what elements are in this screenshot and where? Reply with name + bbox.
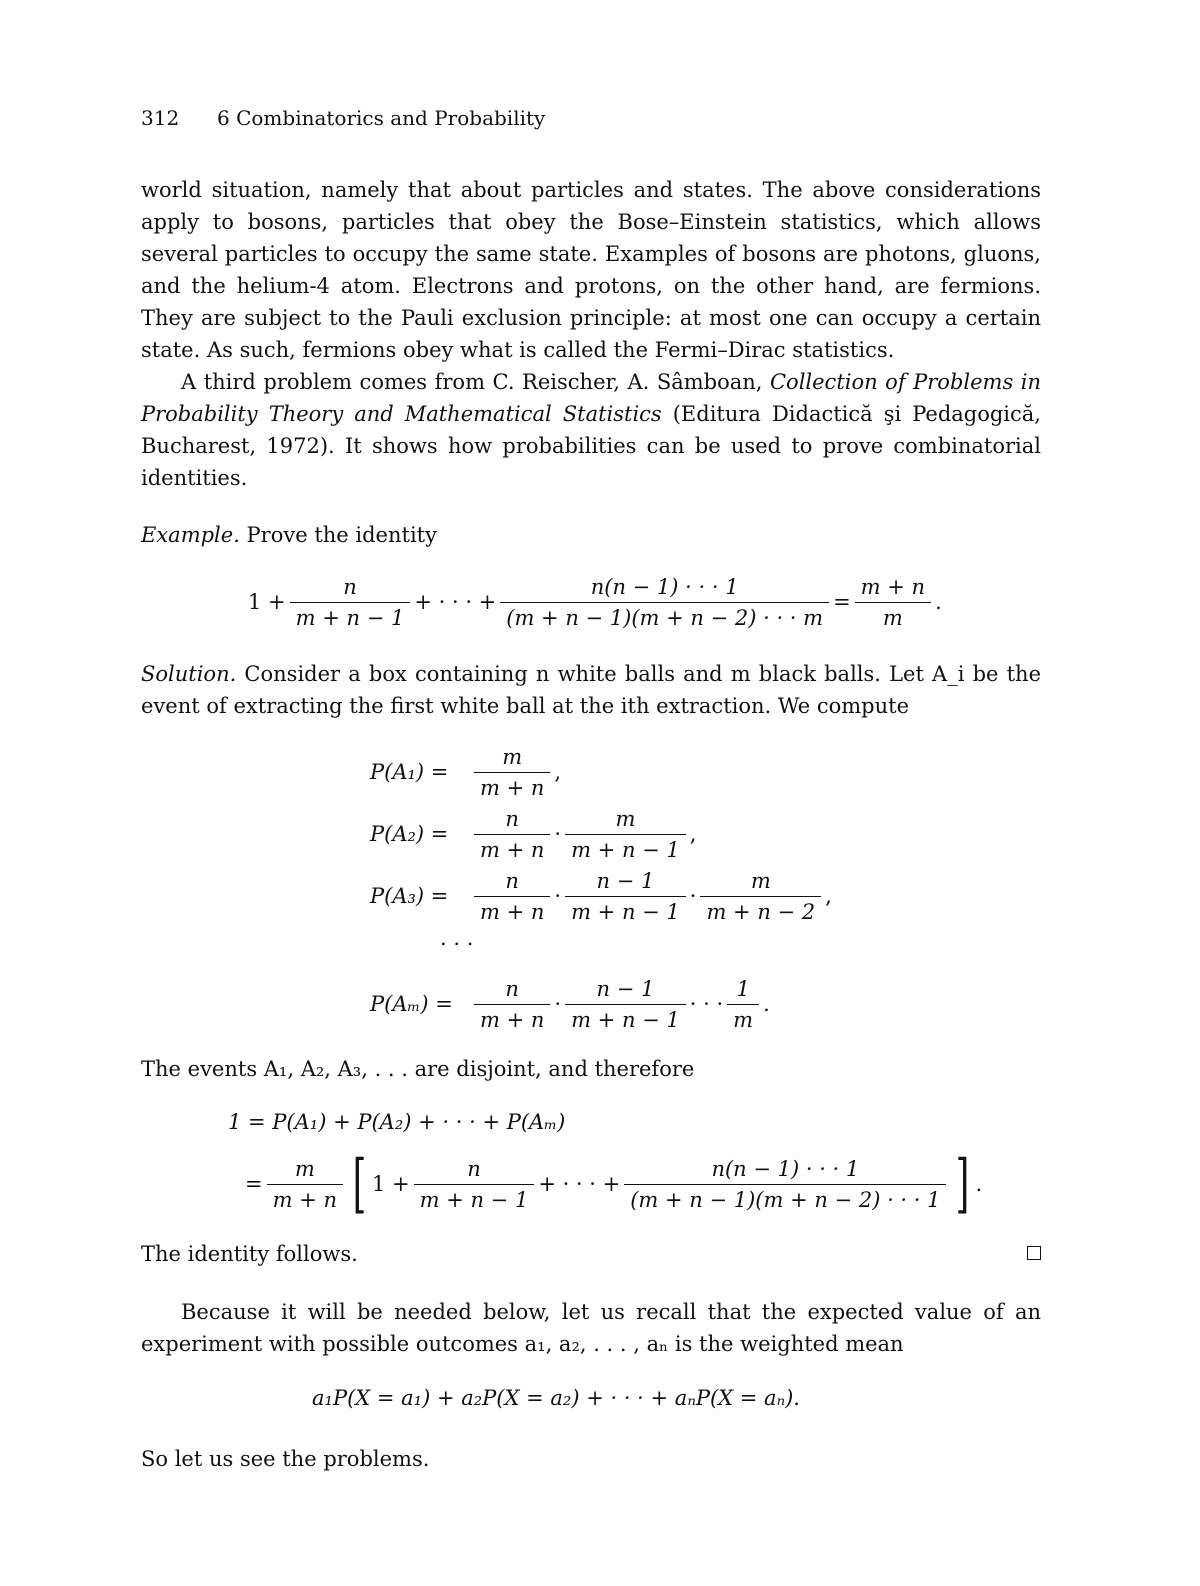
product-dot: · [554,884,562,908]
probability-lhs: P(A₃) = [370,884,449,908]
chapter-title: 6 Combinatorics and Probability [217,106,546,130]
ellipsis-row: . . . [440,926,474,950]
paragraph-reference [141,366,1041,494]
product-dot: · [554,992,562,1016]
probability-fraction: $\frac{n - 1}{m + n - 1}$ [565,869,686,924]
left-bracket: [ [352,1147,367,1221]
reference-rest: (Editura Didactică şi Pedagogică, Bucharest, 1972). It shows how probabilities can be used to prove combinatorial identities. [141,402,1041,490]
events-paragraph: The events A₁, A₂, A₃, . . . are disjoint, and therefore [141,1057,695,1081]
identity-equals: = [833,590,851,614]
running-header [141,106,545,130]
identity-follows: The identity follows. [141,1242,358,1266]
sum-dots: + · · · + [538,1172,621,1196]
row-punctuation: , [825,884,832,908]
right-bracket: ] [956,1147,970,1221]
sum-equals: = [245,1172,263,1196]
row-punctuation: . [763,992,770,1016]
sum-fraction-1: $\frac{n}{m + n - 1}$ [414,1157,535,1212]
paragraph-bosons [141,174,1041,494]
sum-prefactor: $\frac{m}{m + n}$ [267,1157,343,1212]
closing-sentence: So let us see the problems. [141,1447,430,1471]
product-dot: · [689,884,697,908]
solution-text: Consider a box containing n white balls and m black balls. Let A_i be the event of extracting the first white ball at the ith extraction. We compute [141,662,1041,718]
identity-fraction-3: $\frac{m + n}{m}$ [855,575,931,630]
probability-lhs: P(Aₘ) = [370,992,453,1016]
probability-fraction: $\frac{m}{m + n}$ [474,745,550,800]
sum-fraction-2: $\frac{n(n - 1) \cdot \cdot \cdot 1}{(m + n - 1)(m + n - 2) \cdot \cdot \cdot 1}$ [624,1157,946,1212]
example-text: Prove the identity [239,523,437,547]
book-title: Collection of Problems in Probability Theory and Mathematical Statistics [141,370,1041,426]
example-label: Example. [141,523,240,547]
probability-fraction: $\frac{m}{m + n - 2}$ [700,869,821,924]
product-dot: · [554,822,562,846]
identity-fraction-2: $\frac{n(n - 1) \cdot \cdot \cdot 1}{(m + n - 1)(m + n - 2) \cdot \cdot \cdot m}$ [500,575,829,630]
probability-row [370,972,770,1036]
identity-period: . [935,590,942,614]
probability-fraction: $\frac{n - 1}{m + n - 1}$ [565,977,686,1032]
probability-row [370,740,561,804]
page-number: 312 [141,106,180,130]
probability-row [370,864,832,928]
sum-period: . [975,1172,983,1196]
example-heading [141,519,1041,551]
probability-fraction: $\frac{n}{m + n}$ [474,869,550,924]
expected-value-paragraph: Because it will be needed below, let us recall that the expected value of an experiment with possible outcomes a₁, a₂, . . . , aₙ is the weighted mean [141,1300,1041,1356]
probability-lhs: P(A₁) = [370,760,449,784]
reference-intro: A third problem comes from C. Reischer, A. Sâmboan, [181,370,770,394]
identity-one-plus: 1 + [248,590,286,614]
probability-lhs: P(A₂) = [370,822,449,846]
paragraph-text: world situation, namely that about particles and states. The above considerations apply to bosons, particles that obey the Bose–Einstein statistics, which allows several particles to occupy the same state. Examples of bosons are photons, gluons, and the helium-4 atom. Electrons and protons, on the other hand, are fermions. They are subject to the Pauli exclusion principle: at most one can occupy a certain state. As such, fermions obey what is called the Fermi–Dirac statistics. [141,178,1041,362]
probability-fraction: $\frac{n}{m + n}$ [474,807,550,862]
identity-dots: + · · · + [414,590,497,614]
row-punctuation: , [554,760,562,784]
row-punctuation: , [689,822,697,846]
product-dot: · · · [689,992,724,1016]
solution-label: Solution. [141,662,237,686]
qed-square-icon [1027,1246,1041,1260]
sum-line-2 [245,1147,983,1221]
expected-value-formula: a₁P(X = a₁) + a₂P(X = a₂) + · · · + aₙP(X = aₙ). [312,1386,800,1410]
sum-one-plus: 1 + [371,1172,410,1196]
identity-equation [248,570,942,634]
probability-fraction: $\frac{1}{m}$ [727,977,759,1032]
identity-fraction-1: $\frac{n}{m + n - 1}$ [290,575,411,630]
probability-fraction: $\frac{m}{m + n - 1}$ [565,807,686,862]
sum-line-1: 1 = P(A₁) + P(A₂) + · · · + P(Aₘ) [228,1110,566,1134]
solution-paragraph [141,658,1041,722]
probability-fraction: $\frac{n}{m + n}$ [474,977,550,1032]
probability-row [370,802,696,866]
